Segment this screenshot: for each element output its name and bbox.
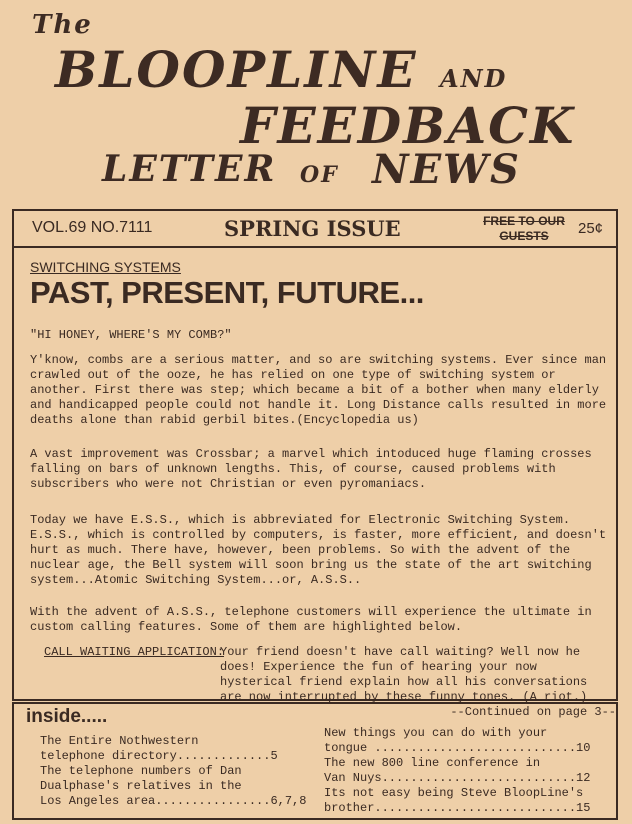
issue-bar — [14, 211, 616, 248]
contents-item: The Entire Nothwestern telephone directory.............5 — [40, 734, 278, 763]
article-paragraph: With the advent of A.S.S., telephone customers will experience the ultimate in custom calling features. Some of them are highlighted below. — [30, 605, 592, 634]
inside-contents-box — [12, 702, 618, 820]
price: 25¢ — [578, 220, 604, 237]
volume-number: VOL.69 NO.7111 — [32, 219, 153, 236]
masthead-the: The — [32, 10, 93, 40]
masthead-feedback: FEEDBACK — [240, 96, 576, 155]
call-waiting-label: CALL WAITING APPLICATION: — [44, 645, 225, 659]
contents-item: New things you can do with your tongue ............................10 — [324, 726, 591, 755]
contents-item: Its not easy being Steve BloopLine's brother............................15 — [324, 786, 591, 815]
section-label: SWITCHING SYSTEMS — [30, 259, 181, 275]
continued-note: --Continued on page 3-- — [450, 705, 616, 719]
article-headline: PAST, PRESENT, FUTURE... — [30, 275, 424, 310]
article-quote: "HI HONEY, WHERE'S MY COMB?" — [30, 328, 232, 342]
issue-title: SPRING ISSUE — [224, 216, 401, 241]
contents-item: The telephone numbers of Dan Dualphase's relatives in the Los Angeles area................6,7,8 — [40, 764, 307, 808]
masthead-news: NEWS — [372, 146, 521, 193]
article-paragraph: A vast improvement was Crossbar; a marvel which intoduced huge flaming crosses falling on bars of unknown lengths. This, of course, caused problems with subscribers who were not Christian or even pyromaniacs. — [30, 447, 592, 491]
masthead — [0, 0, 632, 205]
masthead-of: OF — [300, 162, 339, 188]
article-paragraph: Today we have E.S.S., which is abbreviated for Electronic Switching System. E.S.S., which is controlled by computers, is faster, more efficient, and doesn't hurt as much. There have, however, been problems. So with the advent of the nuclear age, the Bell system will soon bring us the state of the art switching system...Atomic Switching System...or, A.S.S.. — [30, 513, 607, 587]
masthead-bloopline: BLOOPLINE — [55, 40, 418, 99]
masthead-and: AND — [440, 64, 508, 93]
inside-heading: inside..... — [26, 706, 108, 727]
article-paragraph: Y'know, combs are a serious matter, and so are switching systems. Ever since man crawled out of the ooze, he has relied on one type of switching system or another. First there was step; which became a bit of a bother when many elderly and handicapped people could not handle it. Long Distance calls resulted in more deaths alone than rabid gerbil bites.(Encyclopedia us) — [30, 353, 607, 427]
contents-item: The new 800 line conference in Van Nuys...........................12 — [324, 756, 591, 785]
masthead-letter: LETTER — [102, 148, 277, 190]
free-to-guests-strikethrough: FREE TO OUR GUESTS — [483, 214, 565, 243]
call-waiting-text: Your friend doesn't have call waiting? Well now he does! Experience the fun of hearing your now hysterical friend explain how all his conversations are now interrupted by these funny tones. (A riot.) — [220, 645, 588, 704]
